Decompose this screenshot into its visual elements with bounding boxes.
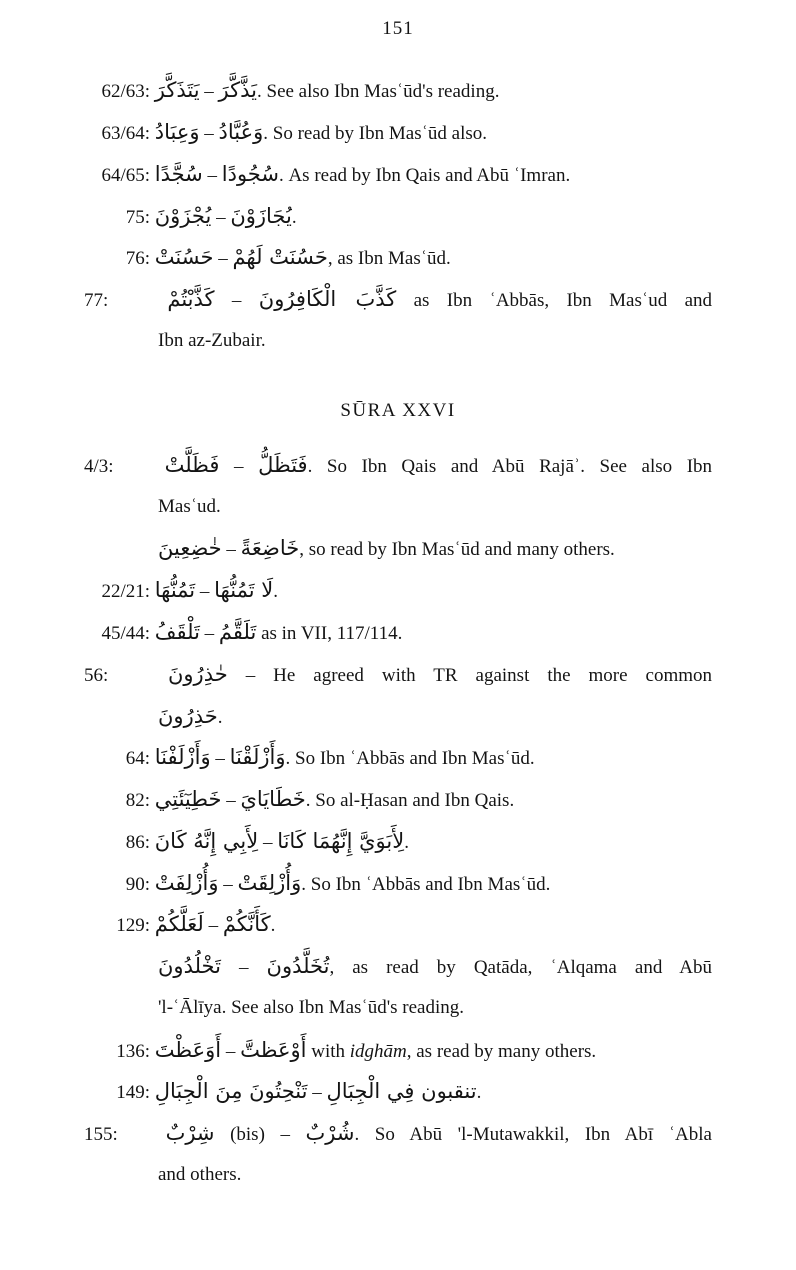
verse-number: 149:: [116, 1082, 150, 1103]
separator: –: [226, 539, 236, 560]
entry-line: [158, 535, 615, 561]
entry-continuation: 'l-ʿĀlīya. See also Ibn Masʿūd's reading.: [158, 997, 465, 1018]
arabic-reading: تَخْلُدُونَ: [158, 954, 221, 978]
arabic-reading: يُجْزَوْنَ: [154, 204, 212, 228]
verse-number: 90:: [125, 874, 150, 895]
separator: –: [231, 290, 242, 311]
entry-line: [84, 619, 402, 645]
commentary: , as Ibn Masʿūd.: [327, 248, 451, 269]
separator: –: [215, 748, 225, 769]
verse-number: 136:: [116, 1041, 150, 1062]
commentary: , as read by many others.: [406, 1041, 597, 1062]
commentary: . See also Ibn Masʿūd's reading.: [257, 81, 500, 102]
arabic-variant: لِأَبَوَيَّ إِنَّهُمَا كَانَا: [277, 829, 405, 853]
arabic-variant: كَذَّبَ الْكَافِرُونَ: [258, 287, 397, 311]
entry-line: [84, 77, 499, 103]
arabic-variant: أَوْعَظتَّ: [240, 1038, 307, 1062]
entry-continuation: Masʿud.: [158, 496, 221, 517]
commentary: . So al-Ḥasan and Ibn Qais.: [305, 790, 515, 811]
separator: –: [226, 790, 236, 811]
arabic-variant: تَلَقَّمُ: [218, 620, 257, 644]
verse-number: 129:: [116, 915, 150, 936]
separator: –: [204, 81, 214, 102]
separator: –: [223, 874, 233, 895]
arabic-reading: وَأَزْلَفْنَا: [154, 745, 211, 769]
entry-line: [84, 577, 278, 603]
entry-line: [84, 828, 409, 854]
separator: –: [207, 165, 218, 186]
page-number: 151: [382, 18, 414, 39]
arabic-reading: خٰضِعِينَ: [158, 536, 222, 560]
commentary: .: [404, 832, 409, 853]
arabic-reading: تَلْقَفُ: [154, 620, 200, 644]
commentary: . So Abū 'l-Mutawakkil, Ibn Abī ʿAbla: [354, 1124, 712, 1145]
arabic-reading: أَوَعَظْتَ: [154, 1038, 222, 1062]
separator: –: [225, 1041, 236, 1062]
separator: –: [234, 456, 244, 477]
commentary: , as read by Qatāda, ʿAlqama and Abū: [329, 957, 713, 978]
verse-number: 45/44:: [101, 623, 150, 644]
entry-line: [84, 203, 297, 229]
commentary: .: [476, 1082, 482, 1103]
separator: (bis) –: [230, 1124, 290, 1145]
entry-line: [84, 119, 487, 145]
commentary: .: [270, 915, 276, 936]
arabic-variant: فَتَظَلُّ: [258, 453, 308, 477]
arabic-reading: حٰذِرُونَ: [167, 662, 228, 686]
entry-line: [84, 161, 570, 187]
separator: –: [245, 665, 256, 686]
entry-line: [84, 911, 275, 937]
sura-heading: SŪRA XXVI: [340, 400, 456, 421]
verse-number: 64:: [125, 748, 150, 769]
verse-number: 62/63:: [101, 81, 150, 102]
verse-number: 155:: [84, 1124, 118, 1145]
arabic-reading: فَظَلَّتْ: [164, 453, 220, 477]
commentary: , so read by Ibn Masʿūd and many others.: [299, 539, 615, 560]
separator: –: [204, 123, 214, 144]
arabic-reading: خَطِيٓئَتِي: [154, 787, 222, 811]
verse-number: 64/65:: [101, 165, 150, 186]
arabic-reading: تَنْحِتُونَ مِنَ الْجِبَالِ: [154, 1079, 308, 1103]
entry-continuation: [158, 703, 222, 729]
commentary: .: [273, 581, 278, 602]
entry-line: [84, 870, 550, 896]
separator: –: [199, 581, 210, 602]
verse-number: 77:: [84, 290, 109, 311]
arabic-reading: شِرْبٌ: [165, 1121, 215, 1145]
arabic-variant: يُجَازَوْنَ: [230, 204, 292, 228]
verse-number: 75:: [125, 207, 150, 228]
verse-number: 82:: [125, 790, 150, 811]
commentary: with: [306, 1041, 350, 1062]
arabic-variant: يَذَّكَّرَ: [218, 78, 257, 102]
separator: –: [208, 915, 219, 936]
entry-line: [84, 1120, 712, 1146]
entry-line: [84, 286, 712, 312]
arabic-variant: لَا تَمُنُّهَا: [214, 578, 274, 602]
commentary: . So Ibn Qais and Abū Rajāʾ. See also Ibn: [307, 456, 713, 477]
entry-line: [158, 953, 712, 979]
entry-line: [84, 744, 535, 770]
verse-number: 22/21:: [101, 581, 150, 602]
entry-line: [84, 1078, 481, 1104]
arabic-variant: وَعُبَّادُ: [218, 120, 264, 144]
commentary: .: [217, 707, 223, 728]
arabic-reading: كَذَّبْتُمْ: [167, 287, 215, 311]
arabic-reading: حَسُنَتْ: [154, 245, 214, 269]
commentary: .: [291, 207, 297, 228]
commentary: He agreed with TR against the more common: [255, 665, 713, 686]
verse-number: 76:: [125, 248, 150, 269]
entry-line: [84, 786, 514, 812]
arabic-variant: تنقبون فِي الْجِبَالِ: [326, 1079, 477, 1103]
arabic-variant: وَأَزْلَقْنَا: [229, 745, 286, 769]
arabic-reading: سُجَّدًا: [154, 162, 203, 186]
arabic-reading: لَعَلَّكُمْ: [154, 912, 204, 936]
arabic-reading: وَعِبَادُ: [154, 120, 200, 144]
verse-number: 4/3:: [84, 456, 114, 477]
entry-line: [84, 452, 712, 478]
commentary-italic: idghām: [349, 1041, 407, 1062]
commentary: . So Ibn ʿAbbās and Ibn Masʿūd.: [285, 748, 535, 769]
arabic-variant: وَأُزْلِقَتْ: [237, 871, 302, 895]
separator: –: [312, 1082, 322, 1103]
entry-line: [84, 661, 712, 687]
verse-number: 63/64:: [101, 123, 150, 144]
verse-number: 86:: [125, 832, 150, 853]
separator: –: [204, 623, 215, 644]
separator: –: [262, 832, 273, 853]
entry-line: [84, 1037, 596, 1063]
entry-continuation: and others.: [158, 1164, 242, 1185]
entry-continuation: Ibn az-Zubair.: [158, 330, 266, 351]
arabic-variant: تُخَلَّدُونَ: [266, 954, 330, 978]
separator: –: [238, 957, 249, 978]
arabic-reading: وَأُزْلِفَتْ: [154, 871, 219, 895]
arabic-variant: خَطَايَايَ: [240, 787, 306, 811]
separator: –: [218, 248, 228, 269]
arabic-reading: يَتَذَكَّرَ: [154, 78, 200, 102]
entry-line: [84, 244, 451, 270]
commentary: . As read by Ibn Qais and Abū ʿImran.: [278, 165, 571, 186]
commentary: as Ibn ʿAbbās, Ibn Masʿud and: [396, 290, 713, 311]
commentary: as in VII, 117/114.: [256, 623, 403, 644]
arabic-variant: خَاضِعَةً: [240, 536, 300, 560]
separator: –: [216, 207, 226, 228]
arabic-variant: سُجُودًا: [221, 162, 279, 186]
arabic-reading: تَمُنُّهَا: [154, 578, 196, 602]
arabic-reading: حَذِرُونَ: [158, 704, 218, 728]
commentary: . So read by Ibn Masʿūd also.: [263, 123, 488, 144]
commentary: . So Ibn ʿAbbās and Ibn Masʿūd.: [301, 874, 551, 895]
verse-number: 56:: [84, 665, 109, 686]
arabic-variant: كَأَنَّكُمْ: [222, 912, 271, 936]
arabic-variant: شُرْبٌ: [305, 1121, 355, 1145]
arabic-reading: لِأَبِي إِنَّهُ كَانَ: [154, 829, 259, 853]
arabic-variant: حَسُنَتْ لَهُمْ: [232, 245, 328, 269]
